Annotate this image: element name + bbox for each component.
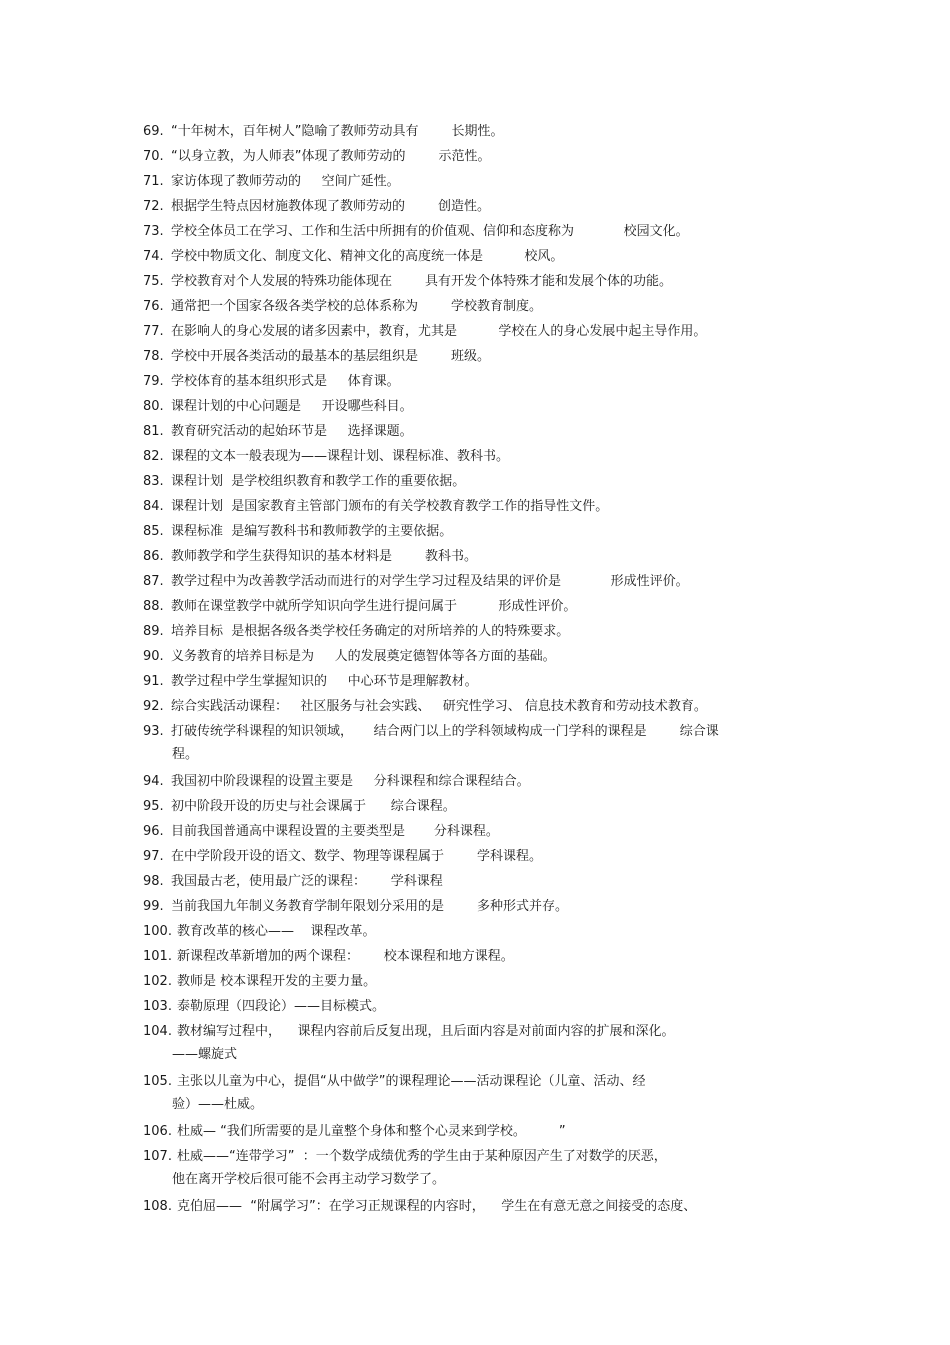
- item-number: 84.: [143, 499, 164, 514]
- item-number: 71.: [143, 174, 164, 189]
- list-item: [143, 1146, 823, 1168]
- list-item: [143, 221, 823, 243]
- item-number: 106.: [143, 1124, 172, 1139]
- list-item: [143, 546, 823, 568]
- item-number: 81.: [143, 424, 164, 439]
- item-text: 教材编写过程中， 课程内容前后反复出现，且后面内容是对前面内容的扩展和深化。: [177, 1024, 675, 1039]
- item-number: 73.: [143, 224, 164, 239]
- item-number: 69.: [143, 124, 164, 139]
- item-number: 107.: [143, 1149, 172, 1164]
- item-text: 泰勒原理（四段论）——目标模式。: [177, 999, 386, 1014]
- item-number: 103.: [143, 999, 172, 1014]
- item-text: 学校中开展各类活动的最基本的基层组织是 班级。: [171, 349, 491, 364]
- item-text: 课程计划的中心问题是 开设哪些科目。: [171, 399, 413, 414]
- item-text: 教育研究活动的起始环节是 选择课题。: [171, 424, 413, 439]
- item-number: 70.: [143, 149, 164, 164]
- item-number: 78.: [143, 349, 164, 364]
- item-text: 课程计划 是学校组织教育和教学工作的重要依据。: [171, 474, 466, 489]
- list-item: [143, 496, 823, 518]
- item-number: 79.: [143, 374, 164, 389]
- list-item: [143, 271, 823, 293]
- item-text: 学校中物质文化、制度文化、精神文化的高度统一体是 校风。: [171, 249, 564, 264]
- item-text: 当前我国九年制义务教育学制年限划分采用的是 多种形式并存。: [171, 899, 569, 914]
- item-number: 75.: [143, 274, 164, 289]
- item-text: 家访体现了教师劳动的 空间广延性。: [171, 174, 400, 189]
- list-item: [143, 921, 823, 943]
- item-number: 88.: [143, 599, 164, 614]
- list-item: [143, 621, 823, 643]
- item-text: 在影响人的身心发展的诸多因素中，教育，尤其是 学校在人的身心发展中起主导作用。: [171, 324, 707, 339]
- item-number: 83.: [143, 474, 164, 489]
- item-text: 教育改革的核心—— 课程改革。: [177, 924, 376, 939]
- item-text: 教师在课堂教学中就所学知识向学生进行提问属于 形成性评价。: [171, 599, 577, 614]
- item-continuation: 验）——杜威。: [172, 1097, 264, 1112]
- item-number: 72.: [143, 199, 164, 214]
- item-number: 93.: [143, 724, 164, 739]
- item-number: 85.: [143, 524, 164, 539]
- list-item: [143, 121, 823, 143]
- list-item: [143, 896, 823, 918]
- item-number: 94.: [143, 774, 164, 789]
- item-text: 教学过程中为改善教学活动而进行的对学生学习过程及结果的评价是 形成性评价。: [171, 574, 689, 589]
- list-item: [143, 871, 823, 893]
- item-text: 培养目标 是根据各级各类学校任务确定的对所培养的人的特殊要求。: [171, 624, 570, 639]
- item-text: 课程标准 是编写教科书和教师教学的主要依据。: [171, 524, 453, 539]
- list-item: [143, 1121, 823, 1143]
- item-text: 教学过程中学生掌握知识的 中心环节是理解教材。: [171, 674, 478, 689]
- item-number: 100.: [143, 924, 172, 939]
- item-text: 教师教学和学生获得知识的基本材料是 教科书。: [171, 549, 478, 564]
- item-text: 杜威——“连带学习” ：一个数学成绩优秀的学生由于某种原因产生了对数学的厌恶，: [177, 1149, 667, 1164]
- list-item: [143, 971, 823, 993]
- list-item: [143, 996, 823, 1018]
- item-text: 课程计划 是国家教育主管部门颁布的有关学校教育教学工作的指导性文件。: [171, 499, 609, 514]
- item-number: 102.: [143, 974, 172, 989]
- list-item: [143, 571, 823, 593]
- item-number: 91.: [143, 674, 164, 689]
- item-number: 80.: [143, 399, 164, 414]
- item-text: 义务教育的培养目标是为 人的发展奠定德智体等各方面的基础。: [171, 649, 556, 664]
- item-number: 86.: [143, 549, 164, 564]
- list-item: [143, 1021, 823, 1043]
- list-item: [143, 446, 823, 468]
- list-item: [143, 171, 823, 193]
- list-item: [143, 371, 823, 393]
- item-text: 根据学生特点因材施教体现了教师劳动的 创造性。: [171, 199, 491, 214]
- item-text: 综合实践活动课程： 社区服务与社会实践、 研究性学习、 信息技术教育和劳动技术教育。: [171, 699, 707, 714]
- list-item: [143, 721, 823, 743]
- item-number: 87.: [143, 574, 164, 589]
- list-item: [143, 771, 823, 793]
- item-text: 杜威— “我们所需要的是儿童整个身体和整个心灵来到学校。 ”: [177, 1124, 566, 1139]
- item-text: 在中学阶段开设的语文、数学、物理等课程属于 学科课程。: [171, 849, 543, 864]
- item-text: 主张以儿童为中心，提倡“从中做学”的课程理论——活动课程论（儿童、活动、经: [177, 1074, 646, 1089]
- item-number: 105.: [143, 1074, 172, 1089]
- item-number: 77.: [143, 324, 164, 339]
- item-text: 学校全体员工在学习、工作和生活中所拥有的价值观、信仰和态度称为 校园文化。: [171, 224, 689, 239]
- item-text: 我国最古老，使用最广泛的课程： 学科课程: [171, 874, 443, 889]
- item-continuation: ——螺旋式: [172, 1047, 238, 1062]
- list-item: [143, 671, 823, 693]
- list-item: [143, 146, 823, 168]
- item-number: 99.: [143, 899, 164, 914]
- item-number: 108.: [143, 1199, 172, 1214]
- list-item: [143, 421, 823, 443]
- item-number: 76.: [143, 299, 164, 314]
- item-text: 课程的文本一般表现为——课程计划、课程标准、教科书。: [171, 449, 510, 464]
- list-item: [143, 321, 823, 343]
- list-item: [143, 946, 823, 968]
- item-text: 学校体育的基本组织形式是 体育课。: [171, 374, 400, 389]
- item-text: 我国初中阶段课程的设置主要是 分科课程和综合课程结合。: [171, 774, 530, 789]
- item-number: 96.: [143, 824, 164, 839]
- list-item: [143, 696, 823, 718]
- list-item: [143, 196, 823, 218]
- item-text: “以身立教，为人师表”体现了教师劳动的 示范性。: [171, 149, 491, 164]
- list-item: [143, 596, 823, 618]
- item-number: 90.: [143, 649, 164, 664]
- list-item: [143, 846, 823, 868]
- list-item: [143, 1196, 823, 1218]
- item-number: 98.: [143, 874, 164, 889]
- item-text: 打破传统学科课程的知识领域， 结合两门以上的学科领域构成一门学科的课程是 综合课: [171, 724, 719, 739]
- item-text: 目前我国普通高中课程设置的主要类型是 分科课程。: [171, 824, 499, 839]
- item-text: 通常把一个国家各级各类学校的总体系称为 学校教育制度。: [171, 299, 543, 314]
- list-item: [143, 821, 823, 843]
- item-text: 克伯屈—— “附属学习”：在学习正规课程的内容时， 学生在有意无意之间接受的态度、: [177, 1199, 697, 1214]
- item-number: 97.: [143, 849, 164, 864]
- list-item: [143, 246, 823, 268]
- list-item: [143, 346, 823, 368]
- item-number: 89.: [143, 624, 164, 639]
- item-number: 92.: [143, 699, 164, 714]
- list-item: [143, 296, 823, 318]
- item-number: 95.: [143, 799, 164, 814]
- list-item: [143, 521, 823, 543]
- list-item: [143, 796, 823, 818]
- item-number: 104.: [143, 1024, 172, 1039]
- item-text: 初中阶段开设的历史与社会课属于 综合课程。: [171, 799, 456, 814]
- item-text: 教师是 校本课程开发的主要力量。: [177, 974, 377, 989]
- item-continuation: 程。: [172, 747, 199, 762]
- item-text: 学校教育对个人发展的特殊功能体现在 具有开发个体特殊才能和发展个体的功能。: [171, 274, 673, 289]
- item-number: 74.: [143, 249, 164, 264]
- item-number: 101.: [143, 949, 172, 964]
- list-item: [143, 471, 823, 493]
- list-item: [143, 1071, 823, 1093]
- list-item: [143, 396, 823, 418]
- item-text: 新课程改革新增加的两个课程： 校本课程和地方课程。: [177, 949, 514, 964]
- list-item: [143, 646, 823, 668]
- item-text: “十年树木，百年树人”隐喻了教师劳动具有 长期性。: [171, 124, 504, 139]
- item-continuation: 他在离开学校后很可能不会再主动学习数学了。: [172, 1172, 446, 1187]
- item-number: 82.: [143, 449, 164, 464]
